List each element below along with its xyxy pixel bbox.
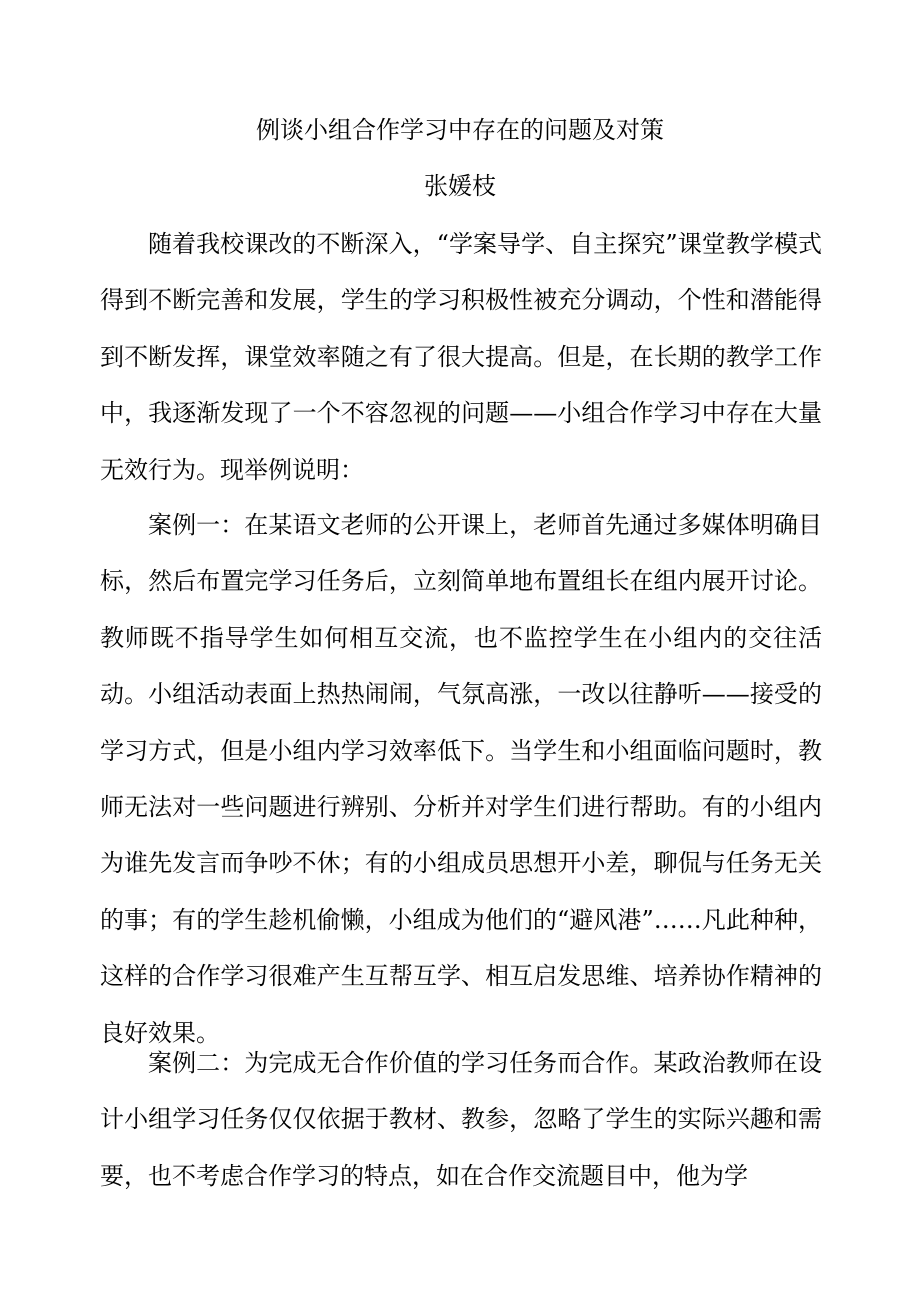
document-title: 例谈小组合作学习中存在的问题及对策 — [256, 116, 664, 144]
paragraph-intro: 随着我校课改的不断深入，“学案导学、自主探究”课堂教学模式得到不断完善和发展，学生的学习积极性被充分调动，个性和潜能得到不断发挥，课堂效率随之有了很大提高。但是，在长期的教学工作中，我逐渐发现了一个不容忽视的问题——小组合作学习中存在大量无效行为。现举例说明： — [100, 230, 822, 484]
paragraph-case-one: 案例一：在某语文老师的公开课上，老师首先通过多媒体明确目标，然后布置完学习任务后，立刻简单地布置组长在组内展开讨论。教师既不指导学生如何相互交流，也不监控学生在小组内的交往活动。小组活动表面上热热闹闹，气氛高涨，一改以往静听——接受的学习方式，但是小组内学习效率低下。当学生和小组面临问题时，教师无法对一些问题进行辨别、分析并对学生们进行帮助。有的小组内为谁先发言而争吵不休；有的小组成员思想开小差，聊侃与任务无关的事；有的学生趁机偷懒，小组成为他们的“避风港”……凡此种种，这样的合作学习很难产生互帮互学、相互启发思维、培养协作精神的良好效果。 — [100, 511, 822, 1047]
paragraph-case-two: 案例二：为完成无合作价值的学习任务而合作。某政治教师在设计小组学习任务仅仅依据于教材、教参，忽略了学生的实际兴趣和需要，也不考虑合作学习的特点，如在合作交流题目中，他为学 — [100, 1049, 822, 1190]
document-author: 张媛枝 — [424, 172, 496, 200]
